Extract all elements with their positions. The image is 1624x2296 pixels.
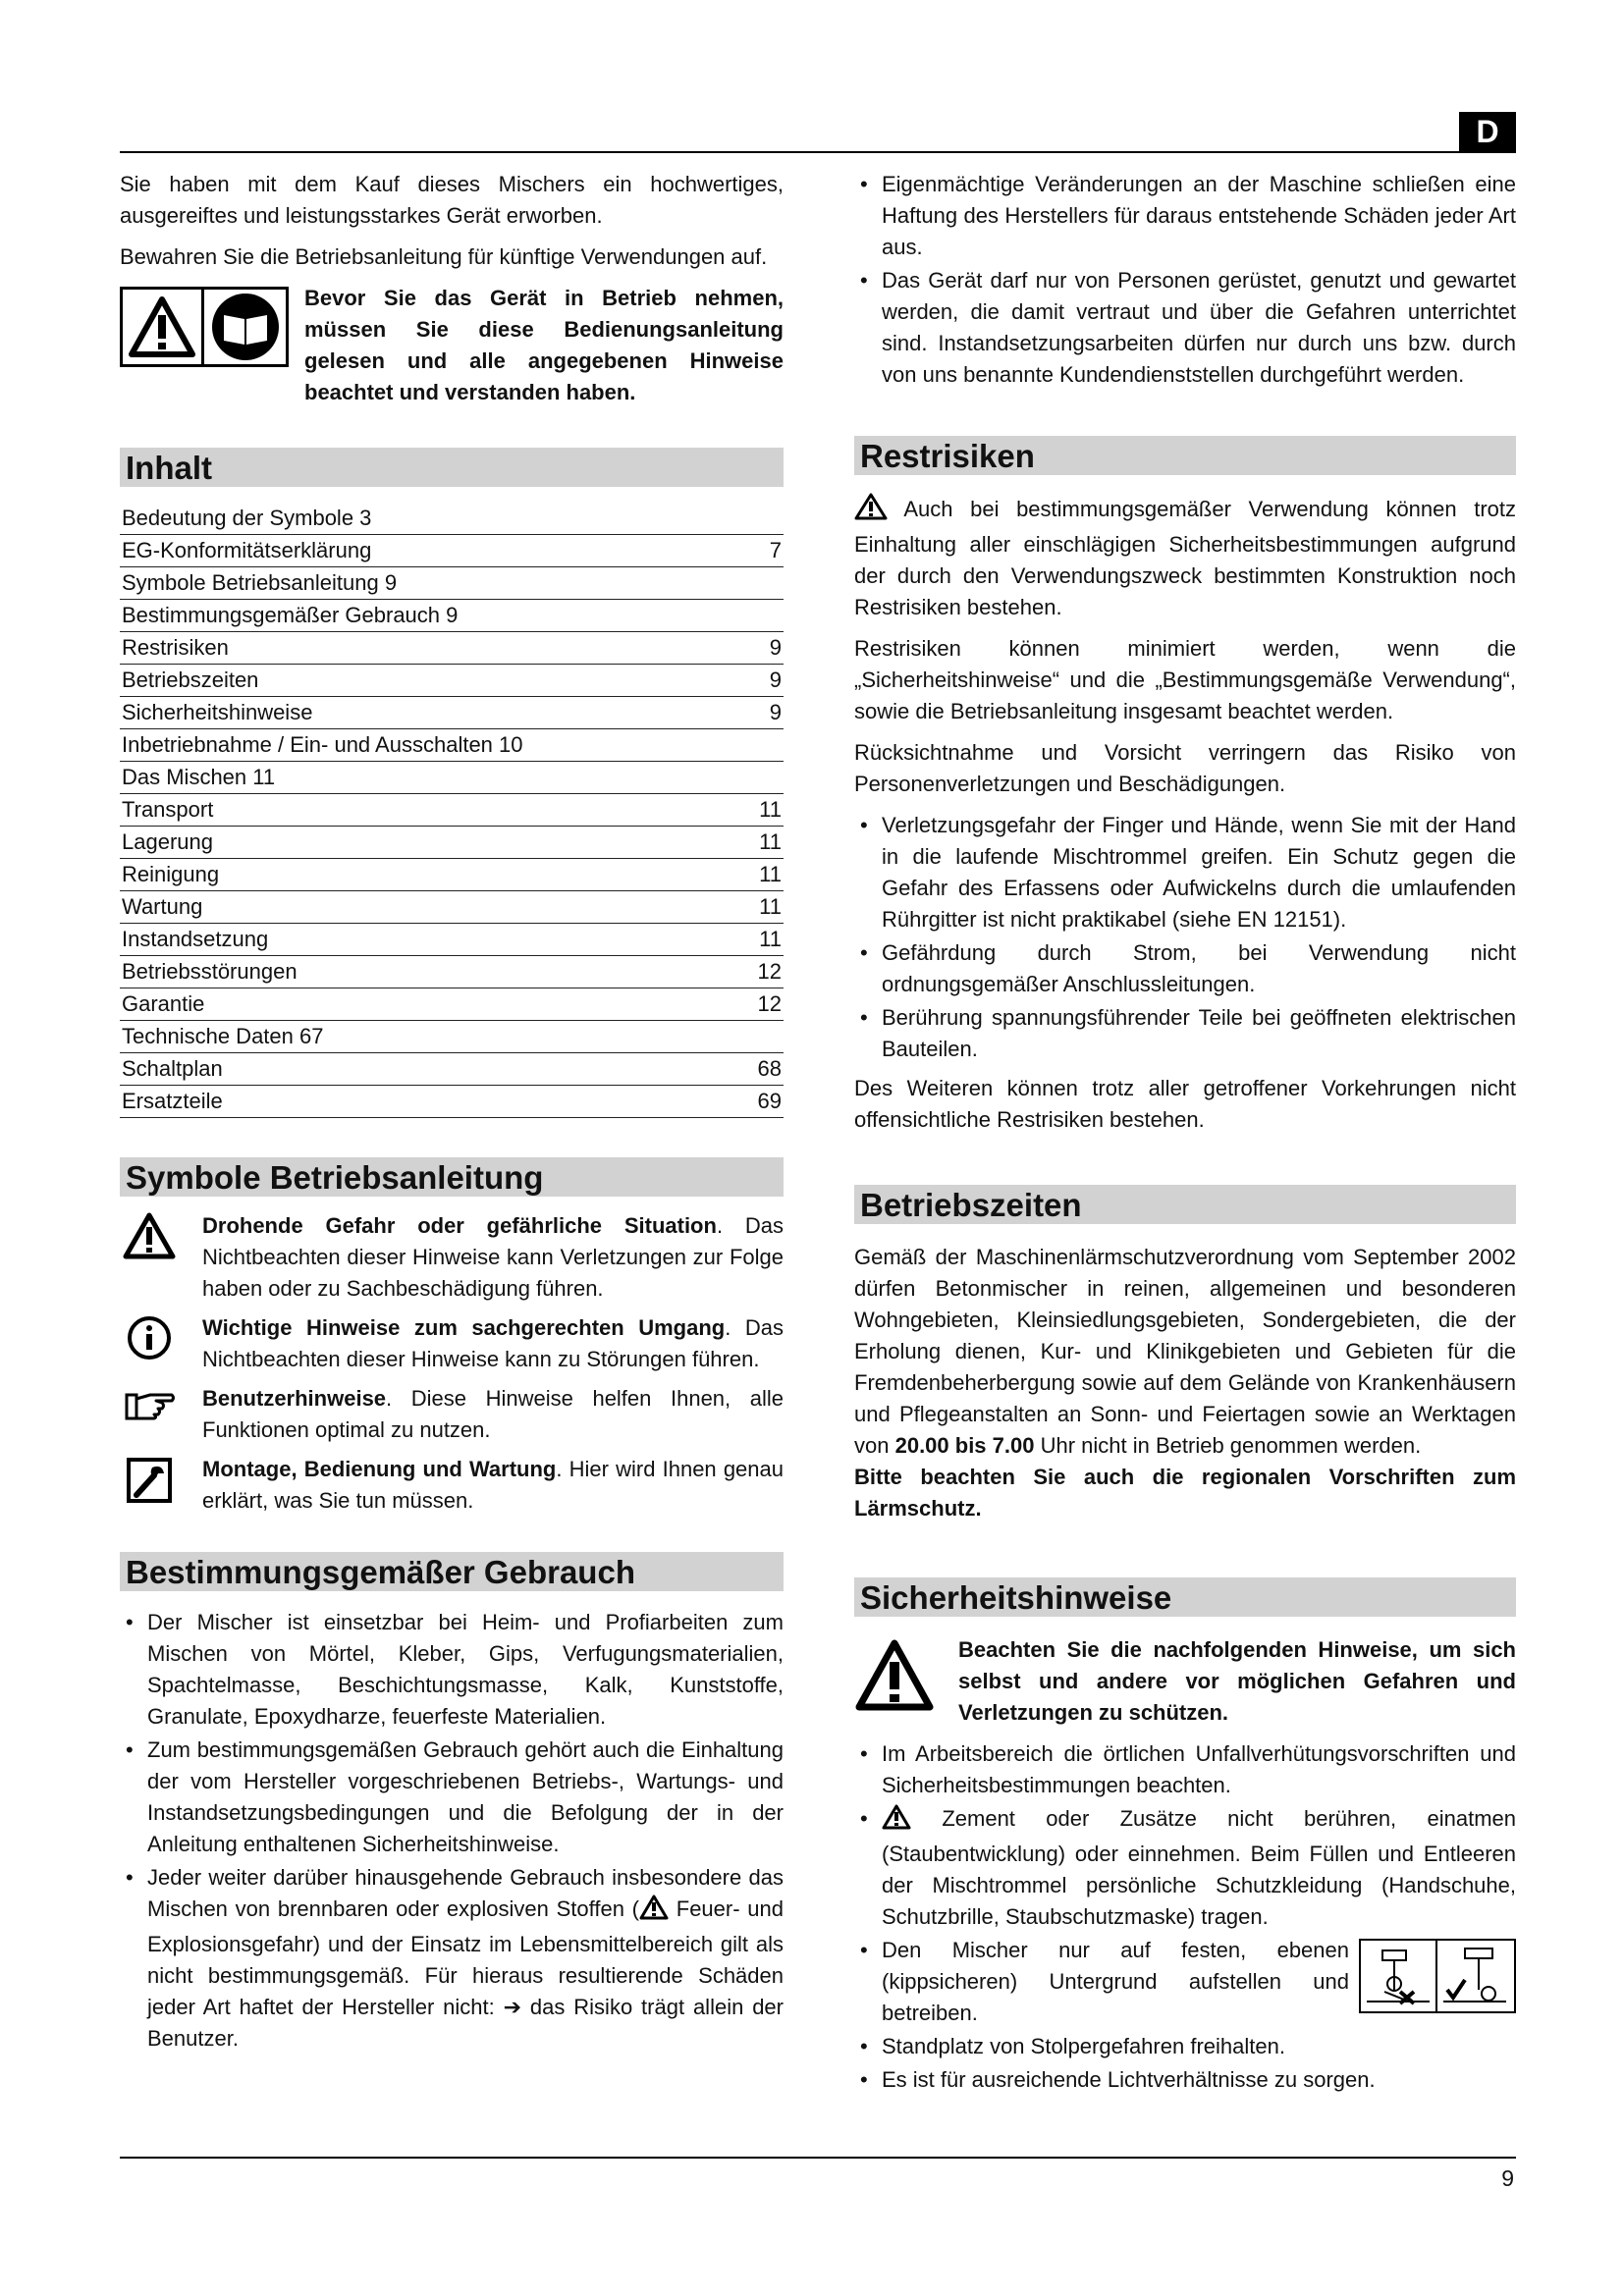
toc-entry-page: 9 bbox=[711, 632, 784, 665]
toc-entry-label: Lagerung bbox=[120, 827, 711, 859]
safety-list bbox=[854, 1738, 1516, 2096]
toc-entry-label: Symbole Betriebsanleitung 9 bbox=[120, 567, 711, 600]
wrench-icon bbox=[120, 1456, 179, 1505]
toc-row bbox=[120, 859, 784, 891]
intended-use-text-b: Feuer- und Explosionsgefahr) und der Einsatz im Lebensmittelbereich gilt als nicht bestimmungsgemäß. Für hieraus resultierende Schäden jeder Art haftet der Hersteller nicht: bbox=[147, 1896, 785, 2019]
intended-use-text-c: das Risiko trägt allein der Benutzer. bbox=[147, 1995, 784, 2051]
toc-entry-page bbox=[711, 503, 784, 535]
warning-triangle-icon bbox=[639, 1895, 669, 1929]
toc-entry-page: 11 bbox=[711, 924, 784, 956]
operating-times-hours: 20.00 bis 7.00 bbox=[894, 1433, 1035, 1458]
toc-entry-page: 7 bbox=[711, 535, 784, 567]
toc-entry-label: Das Mischen 11 bbox=[120, 762, 711, 794]
toc-entry-label: Ersatzteile bbox=[120, 1086, 711, 1118]
toc-entry-label: Garantie bbox=[120, 988, 711, 1021]
toc-entry-page bbox=[711, 1021, 784, 1053]
toc-row bbox=[120, 503, 784, 535]
list-item: • Der Mischer ist einsetzbar bei Heim- und Profiarbeiten zum Mischen von Mörtel, Kleber, Gips, Verfugungsmaterialien, Spachtelmasse, Beschichtungsmasse, Kalk, Kunststoffe, Granulate, Epoxydharze, feuerfeste Materialien. bbox=[120, 1607, 784, 1733]
list-item: • Standplatz von Stolpergefahren freihalten. bbox=[854, 2031, 1516, 2062]
symbol-info-text: . Das Nichtbeachten dieser Hinweise kann zu Störungen führen. bbox=[202, 1315, 784, 1371]
arrow-icon: ➔ bbox=[503, 1995, 522, 2019]
operating-times-text-a: Gemäß der Maschinenlärmschutzverordnung vom September 2002 dürfen Betonmischer in reinen, allgemeinen und besonderen Wohngebieten, Kleinsiedlungsgebieten, Sondergebieten, die der Erholung dienen, Kur- und Klinikgebieten und Gebieten für die Fremdenbeherbergung sowie auf dem Gelände von Krankenhäusern und Pflegeanstalten an Sonn- und Feiertagen sowie an Werktagen von bbox=[854, 1245, 1516, 1458]
toc-entry-page: 11 bbox=[711, 891, 784, 924]
list-item: • Zum bestimmungsgemäßen Gebrauch gehört auch die Einhaltung der vom Hersteller vorgeschriebenen Betriebs-, Wartungs- und Instandsetzungsbedingungen und die Befolgung der in der Anleitung enthaltenen Sicherheitshinweise. bbox=[120, 1735, 784, 1860]
toc-entry-label: Betriebsstörungen bbox=[120, 956, 711, 988]
toc-entry-page: 9 bbox=[711, 697, 784, 729]
toc-entry-label: Schaltplan bbox=[120, 1053, 711, 1086]
toc-row bbox=[120, 762, 784, 794]
symbol-hint-text: . Diese Hinweise helfen Ihnen, alle Funktionen optimal zu nutzen. bbox=[202, 1386, 784, 1442]
residual-risks-list bbox=[854, 810, 1516, 1065]
symbol-assembly-row bbox=[120, 1454, 784, 1517]
toc-entry-page: 12 bbox=[711, 988, 784, 1021]
toc-row bbox=[120, 1086, 784, 1118]
toc-entry-label: Transport bbox=[120, 794, 711, 827]
toc-entry-page: 11 bbox=[711, 859, 784, 891]
read-manual-book-icon bbox=[204, 287, 289, 367]
pointing-hand-icon bbox=[120, 1385, 179, 1434]
toc-entry-page: 68 bbox=[711, 1053, 784, 1086]
list-item bbox=[854, 1803, 1516, 1933]
top-rule bbox=[120, 151, 1516, 153]
residual-risks-paragraph-3: Rücksichtnahme und Vorsicht verringern das Risiko von Personenverletzungen und Beschädigungen. bbox=[854, 740, 1516, 796]
read-manual-warning-text: Bevor Sie das Gerät in Betrieb nehmen, müssen Sie diese Bedienungsanleitung gelesen und alle angegebenen Hinweise beachtet und verstanden haben. bbox=[304, 286, 784, 404]
symbol-danger-row bbox=[120, 1210, 784, 1305]
toc-entry-label: Sicherheitshinweise bbox=[120, 697, 711, 729]
info-circle-icon bbox=[120, 1314, 179, 1363]
symbol-hint-title: Benutzerhinweise bbox=[202, 1386, 387, 1411]
list-item: • Gefährdung durch Strom, bei Verwendung nicht ordnungsgemäßer Anschlussleitungen. bbox=[854, 937, 1516, 1000]
toc-entry-label: EG-Konformitätserklärung bbox=[120, 535, 711, 567]
toc-row bbox=[120, 988, 784, 1021]
read-manual-warning bbox=[120, 283, 784, 408]
toc-entry-label: Reinigung bbox=[120, 859, 711, 891]
toc-entry-label: Instandsetzung bbox=[120, 924, 711, 956]
list-item bbox=[854, 1935, 1516, 2029]
page-number: 9 bbox=[1501, 2165, 1514, 2191]
intended-use-heading: Bestimmungsgemäßer Gebrauch bbox=[120, 1552, 784, 1591]
residual-risks-paragraph-2: Restrisiken können minimiert werden, wenn die „Sicherheitshinweise“ und die „Bestimmungsgemäße Verwendung“, sowie die Betriebsanleitung insgesamt beachtet werden. bbox=[854, 636, 1516, 723]
symbol-assembly-title: Montage, Bedienung und Wartung bbox=[202, 1457, 557, 1481]
toc-entry-page: 9 bbox=[711, 665, 784, 697]
operating-times-paragraph-2: Bitte beachten Sie auch die regionalen Vorschriften zum Lärmschutz. bbox=[854, 1465, 1516, 1521]
safety-warning bbox=[854, 1634, 1516, 1729]
list-item: • Verletzungsgefahr der Finger und Hände, wenn Sie mit der Hand in die laufende Mischtrommel greifen. Ein Schutz gegen die Gefahr des Erfassens oder Aufwickelns durch die umlaufenden Rührgitter ist nicht praktikabel (siehe EN 12151). bbox=[854, 810, 1516, 935]
toc-row bbox=[120, 697, 784, 729]
safety-warning-text: Beachten Sie die nachfolgenden Hinweise, um sich selbst und andere vor möglichen Gefahren und Verletzungen zu schützen. bbox=[958, 1637, 1516, 1725]
mixer-tilted-wrong-icon bbox=[1359, 1939, 1437, 2013]
warning-triangle-icon bbox=[882, 1804, 911, 1839]
warning-icon-group bbox=[120, 287, 289, 367]
toc-row bbox=[120, 567, 784, 600]
toc-entry-label: Technische Daten 67 bbox=[120, 1021, 711, 1053]
toc-entry-label: Restrisiken bbox=[120, 632, 711, 665]
safety-heading: Sicherheitshinweise bbox=[854, 1577, 1516, 1617]
residual-risks-heading: Restrisiken bbox=[854, 436, 1516, 475]
list-item: • Es ist für ausreichende Lichtverhältnisse zu sorgen. bbox=[854, 2064, 1516, 2096]
left-column bbox=[120, 169, 784, 2056]
safety-ground-text: Den Mischer nur auf festen, ebenen (kippsicheren) Untergrund aufstellen und betreiben. bbox=[882, 1938, 1349, 2025]
toc-row bbox=[120, 600, 784, 632]
toc-row bbox=[120, 665, 784, 697]
toc-entry-label: Inbetriebnahme / Ein- und Ausschalten 10 bbox=[120, 729, 711, 762]
table-of-contents bbox=[120, 503, 784, 1118]
toc-entry-page bbox=[711, 567, 784, 600]
operating-times-text-b: Uhr nicht in Betrieb genommen werden. bbox=[1034, 1433, 1422, 1458]
warning-triangle-icon bbox=[120, 287, 204, 367]
liability-list bbox=[854, 169, 1516, 391]
toc-row bbox=[120, 632, 784, 665]
symbol-info-row bbox=[120, 1312, 784, 1375]
intended-use-list bbox=[120, 1607, 784, 2055]
residual-risks-paragraph-4: Des Weiteren können trotz aller getroffener Vorkehrungen nicht offensichtliche Restrisiken bestehen. bbox=[854, 1076, 1516, 1132]
list-item: • Berührung spannungsführender Teile bei geöffneten elektrischen Bauteilen. bbox=[854, 1002, 1516, 1065]
list-item bbox=[120, 1862, 784, 2055]
language-badge: D bbox=[1459, 112, 1516, 151]
intro-paragraph-2: Bewahren Sie die Betriebsanleitung für künftige Verwendungen auf. bbox=[120, 244, 768, 269]
symbols-heading: Symbole Betriebsanleitung bbox=[120, 1157, 784, 1197]
safety-dust-text: Zement oder Zusätze nicht berühren, einatmen (Staubentwicklung) oder einnehmen. Beim Füllen und Entleeren der Mischtrommel persönliche Schutzkleidung (Handschuhe, Schutzbrille, Staubschutzmaske) tragen. bbox=[882, 1806, 1516, 1929]
toc-entry-label: Betriebszeiten bbox=[120, 665, 711, 697]
toc-row bbox=[120, 1053, 784, 1086]
stable-ground-figures bbox=[1359, 1939, 1516, 2013]
warning-triangle-icon bbox=[854, 1638, 943, 1722]
toc-entry-page: 69 bbox=[711, 1086, 784, 1118]
toc-row bbox=[120, 1021, 784, 1053]
toc-row bbox=[120, 794, 784, 827]
symbol-danger-title: Drohende Gefahr oder gefährliche Situation bbox=[202, 1213, 717, 1238]
toc-entry-label: Bestimmungsgemäßer Gebrauch 9 bbox=[120, 600, 711, 632]
toc-heading: Inhalt bbox=[120, 448, 784, 487]
warning-triangle-icon bbox=[854, 493, 888, 529]
toc-row bbox=[120, 891, 784, 924]
toc-row bbox=[120, 956, 784, 988]
toc-entry-page bbox=[711, 600, 784, 632]
toc-row bbox=[120, 827, 784, 859]
toc-row bbox=[120, 924, 784, 956]
warning-triangle-icon bbox=[120, 1212, 179, 1261]
toc-entry-label: Wartung bbox=[120, 891, 711, 924]
toc-entry-label: Bedeutung der Symbole 3 bbox=[120, 503, 711, 535]
list-item: • Eigenmächtige Veränderungen an der Maschine schließen eine Haftung des Herstellers für daraus entstehende Schäden jeder Art aus. bbox=[854, 169, 1516, 263]
toc-entry-page: 11 bbox=[711, 827, 784, 859]
residual-risks-paragraph-1 bbox=[854, 493, 1516, 623]
toc-entry-page: 11 bbox=[711, 794, 784, 827]
intended-use-text-a: Jeder weiter darüber hinausgehende Gebrauch insbesondere das Mischen von brennbaren oder explosiven Stoffen ( bbox=[147, 1865, 784, 1921]
symbol-info-title: Wichtige Hinweise zum sachgerechten Umgang bbox=[202, 1315, 726, 1340]
mixer-level-correct-icon bbox=[1437, 1939, 1516, 2013]
operating-times-paragraph-1 bbox=[854, 1242, 1516, 1462]
toc-entry-page: 12 bbox=[711, 956, 784, 988]
symbol-danger-text: . Das Nichtbeachten dieser Hinweise kann Verletzungen zur Folge haben oder zu Sachbeschädigung führen. bbox=[202, 1213, 784, 1301]
toc-entry-page bbox=[711, 729, 784, 762]
residual-risks-text-1: Auch bei bestimmungsgemäßer Verwendung können trotz Einhaltung aller einschlägigen Sicherheitsbestimmungen aufgrund der durch den Verwendungszweck bestimmten Konstruktion noch Restrisiken bestehen. bbox=[854, 497, 1516, 619]
intro-paragraph-1: Sie haben mit dem Kauf dieses Mischers ein hochwertiges, ausgereiftes und leistungsstarkes Gerät erworben. bbox=[120, 172, 784, 228]
toc-row bbox=[120, 729, 784, 762]
symbol-hint-row bbox=[120, 1383, 784, 1446]
right-column bbox=[854, 169, 1516, 2098]
operating-times-heading: Betriebszeiten bbox=[854, 1185, 1516, 1224]
list-item: • Das Gerät darf nur von Personen gerüstet, genutzt und gewartet werden, die damit vertraut und über die Gefahren unterrichtet sind. Instandsetzungsarbeiten dürfen nur durch uns bzw. durch von uns benannte Kundendienststellen durchgeführt werden. bbox=[854, 265, 1516, 391]
bottom-rule bbox=[120, 2157, 1516, 2159]
toc-entry-page bbox=[711, 762, 784, 794]
list-item: • Im Arbeitsbereich die örtlichen Unfallverhütungsvorschriften und Sicherheitsbestimmungen beachten. bbox=[854, 1738, 1516, 1801]
symbol-assembly-text: . Hier wird Ihnen genau erklärt, was Sie tun müssen. bbox=[202, 1457, 784, 1513]
toc-row bbox=[120, 535, 784, 567]
